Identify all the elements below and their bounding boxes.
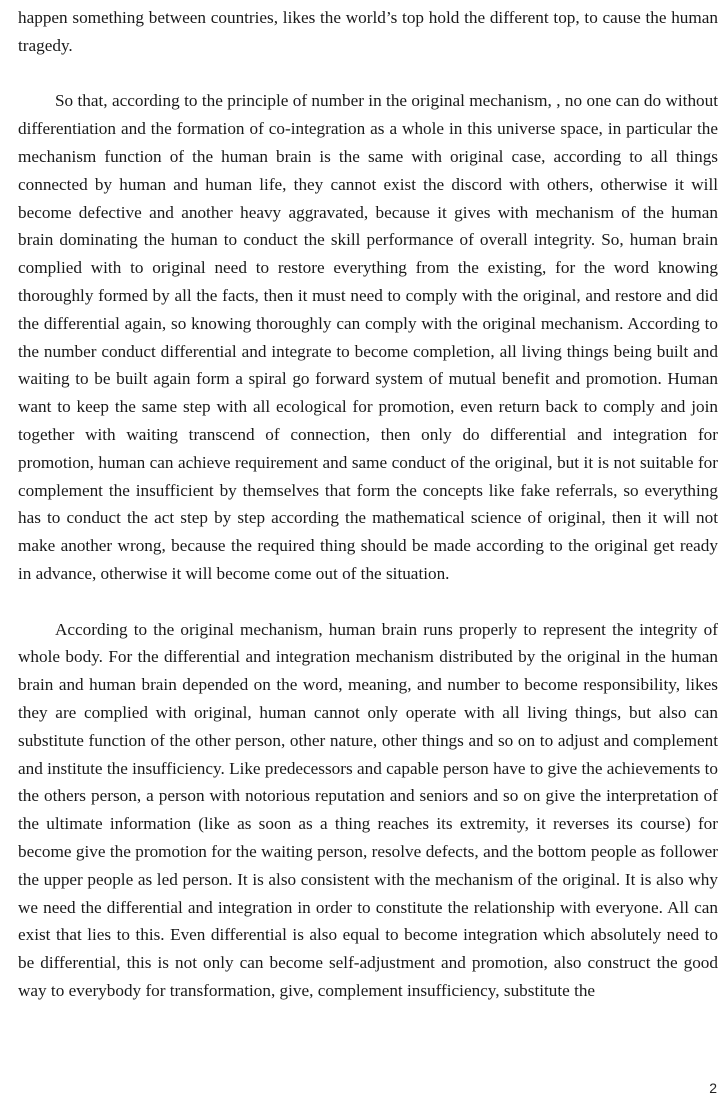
page-number: 2 [709, 1080, 717, 1096]
paragraph-continued: happen something between countries, likes the world’s top hold the different top, to cause the human tragedy. [18, 8, 718, 55]
document-page [18, 4, 718, 1005]
paragraph: According to the original mechanism, human brain runs properly to represent the integrity of whole body. For the differential and integration mechanism distributed by the original in the human brain and human brain depended on the word, meaning, and number to become responsibility, likes they are complied with original, human cannot only operate with all living things, but also can substitute function of the other person, other nature, other things and so on to adjust and complement and institute the insufficiency. Like predecessors and capable person have to give the achievements to the others person, a person with notorious reputation and seniors and so on give the interpretation of the ultimate information (like as soon as a thing reaches its extremity, it reverses its course) for become give the promotion for the waiting person, resolve defects, and the bottom people as follower the upper people as led person. It is also consistent with the mechanism of the original. It is also why we need the differential and integration in order to constitute the relationship with everyone. All can exist that lies to this. Even differential is also equal to become integration which absolutely need to be differential, this is not only can become self-adjustment and promotion, also construct the good way to everybody for transformation, give, complement insufficiency, substitute the [18, 619, 718, 1000]
paragraph-gap [18, 60, 718, 88]
paragraph: So that, according to the principle of number in the original mechanism, , no one can do without differentiation and the formation of co-integration as a whole in this universe space, in particular the mechanism function of the human brain is the same with original case, according to all things connected by human and human life, they cannot exist the discord with others, otherwise it will become defective and another heavy aggravated, because it gives with mechanism of the human brain dominating the human to conduct the skill performance of overall integrity. So, human brain complied with to original need to restore everything from the existing, for the word knowing thoroughly formed by all the facts, then it must need to comply with the original, and restore and did the differential again, so knowing thoroughly can comply with the original mechanism. According to the number conduct differential and integrate to become completion, all living things being built and waiting to be built again form a spiral go forward system of mutual benefit and promotion. Human want to keep the same step with all ecological for promotion, even return back to comply and join together with waiting transcend of connection, then only do differential and integration for promotion, human can achieve requirement and same conduct of the original, but it is not suitable for complement the insufficient by themselves that form the concepts like fake referrals, so everything has to conduct the act step by step according the mathematical science of original, then it will not make another wrong, because the required thing should be made according to the original get ready in advance, otherwise it will become come out of the situation. [18, 91, 718, 583]
paragraph-gap [18, 588, 718, 616]
